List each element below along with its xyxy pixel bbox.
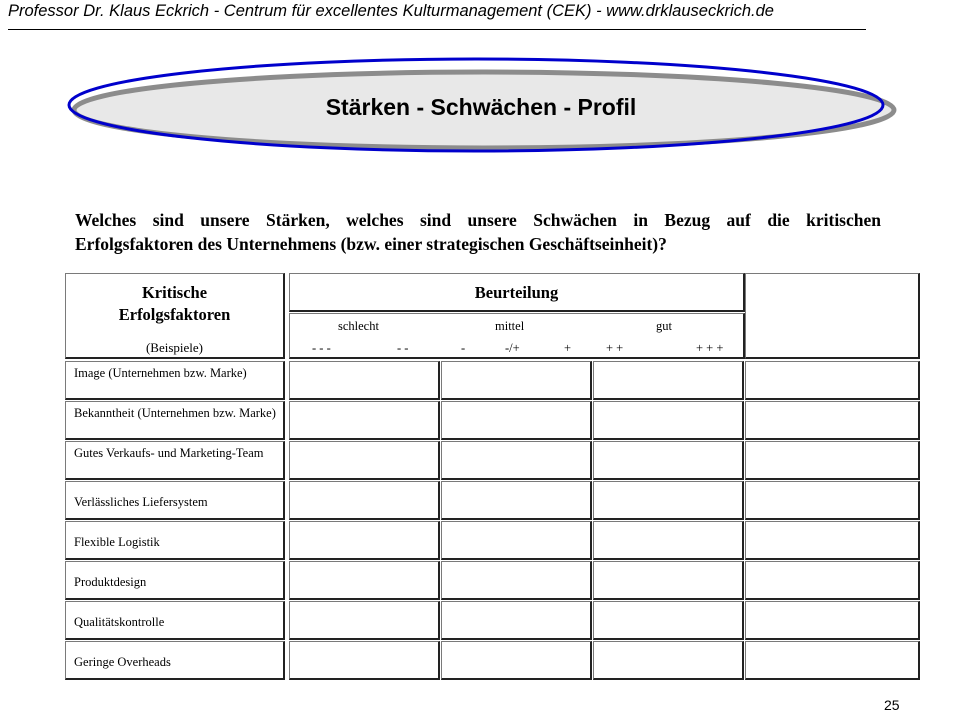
rating-cell-bad[interactable] — [289, 601, 440, 640]
criteria-cell — [65, 481, 285, 520]
row-label: Qualitätskontrolle — [74, 615, 165, 629]
scale-mark-m3: - - - — [312, 341, 331, 355]
rating-cell-bad[interactable] — [289, 521, 440, 560]
row-label: Bekanntheit (Unternehmen bzw. Marke) — [74, 406, 276, 420]
remarks-cell[interactable] — [745, 521, 920, 560]
remarks-cell[interactable] — [745, 481, 920, 520]
question-line-1: Welches sind unsere Stärken, welches sind unsere Schwächen in Bezug auf die kritischen — [75, 210, 881, 230]
row-label: Geringe Overheads — [74, 655, 171, 669]
rating-title: Beurteilung — [474, 283, 559, 302]
remarks-cell[interactable] — [745, 601, 920, 640]
criteria-cell — [65, 401, 285, 440]
scale-mark-p2: + + — [606, 341, 624, 355]
question-line-2: Erfolgsfaktoren des Unternehmens (bzw. einer strategischen Geschäftseinheit)? — [75, 234, 667, 254]
rating-cell-good[interactable] — [593, 521, 744, 560]
scale-label-bad: schlecht — [338, 319, 379, 333]
remarks-cell[interactable] — [745, 641, 920, 680]
scale-label-good: gut — [656, 319, 672, 333]
scale-mark-p3: + + + — [696, 341, 724, 355]
criteria-cell — [65, 561, 285, 600]
remarks-cell[interactable] — [745, 561, 920, 600]
rating-cell-good[interactable] — [593, 441, 744, 480]
criteria-title-line-2: Erfolgsfaktoren — [118, 305, 231, 324]
rating-cell-medium[interactable] — [441, 481, 592, 520]
rating-header-cell — [289, 273, 745, 312]
rating-cell-good[interactable] — [593, 481, 744, 520]
rating-cell-good[interactable] — [593, 361, 744, 400]
scale-mark-m2: - - — [397, 341, 409, 355]
row-label: Produktdesign — [74, 575, 147, 589]
rating-cell-bad[interactable] — [289, 481, 440, 520]
scale-mark-p1: + — [564, 341, 572, 355]
row-label: Gutes Verkaufs- und Marketing-Team — [74, 446, 264, 460]
criteria-header-cell — [65, 273, 285, 359]
rating-cell-bad[interactable] — [289, 641, 440, 680]
rating-cell-medium[interactable] — [441, 361, 592, 400]
remarks-cell[interactable] — [745, 361, 920, 400]
rating-cell-good[interactable] — [593, 641, 744, 680]
criteria-cell — [65, 441, 285, 480]
rating-cell-bad[interactable] — [289, 401, 440, 440]
rating-cell-medium[interactable] — [441, 561, 592, 600]
rating-scale-cell — [289, 313, 745, 359]
rating-cell-medium[interactable] — [441, 641, 592, 680]
criteria-title — [66, 282, 283, 326]
criteria-title-line-1: Kritische — [141, 283, 208, 302]
scale-label-medium: mittel — [495, 319, 525, 333]
criteria-subtitle: (Beispiele) — [145, 340, 204, 355]
page-number: 25 — [884, 697, 900, 713]
row-label: Flexible Logistik — [74, 535, 160, 549]
question-text — [75, 208, 881, 256]
rating-cell-bad[interactable] — [289, 441, 440, 480]
scale-mark-m1: - — [461, 341, 466, 355]
remarks-cell[interactable] — [745, 441, 920, 480]
rating-cell-medium[interactable] — [441, 601, 592, 640]
rating-cell-good[interactable] — [593, 601, 744, 640]
page-title: Stärken - Schwächen - Profil — [325, 94, 637, 120]
rating-cell-medium[interactable] — [441, 521, 592, 560]
page-header: Professor Dr. Klaus Eckrich - Centrum für excellentes Kulturmanagement (CEK) - www.drklauseckrich.de — [8, 2, 774, 20]
criteria-cell — [65, 641, 285, 680]
row-label: Image (Unternehmen bzw. Marke) — [74, 366, 247, 380]
remarks-header-cell — [745, 273, 920, 359]
rating-cell-good[interactable] — [593, 401, 744, 440]
criteria-cell — [65, 601, 285, 640]
rating-cell-bad[interactable] — [289, 361, 440, 400]
header-divider — [8, 29, 866, 30]
criteria-cell — [65, 521, 285, 560]
scale-mark-neutral: -/+ — [505, 341, 520, 355]
rating-cell-medium[interactable] — [441, 401, 592, 440]
remarks-cell[interactable] — [745, 401, 920, 440]
rating-cell-bad[interactable] — [289, 561, 440, 600]
criteria-cell — [65, 361, 285, 400]
rating-cell-medium[interactable] — [441, 441, 592, 480]
rating-cell-good[interactable] — [593, 561, 744, 600]
row-label: Verlässliches Liefersystem — [74, 495, 208, 509]
